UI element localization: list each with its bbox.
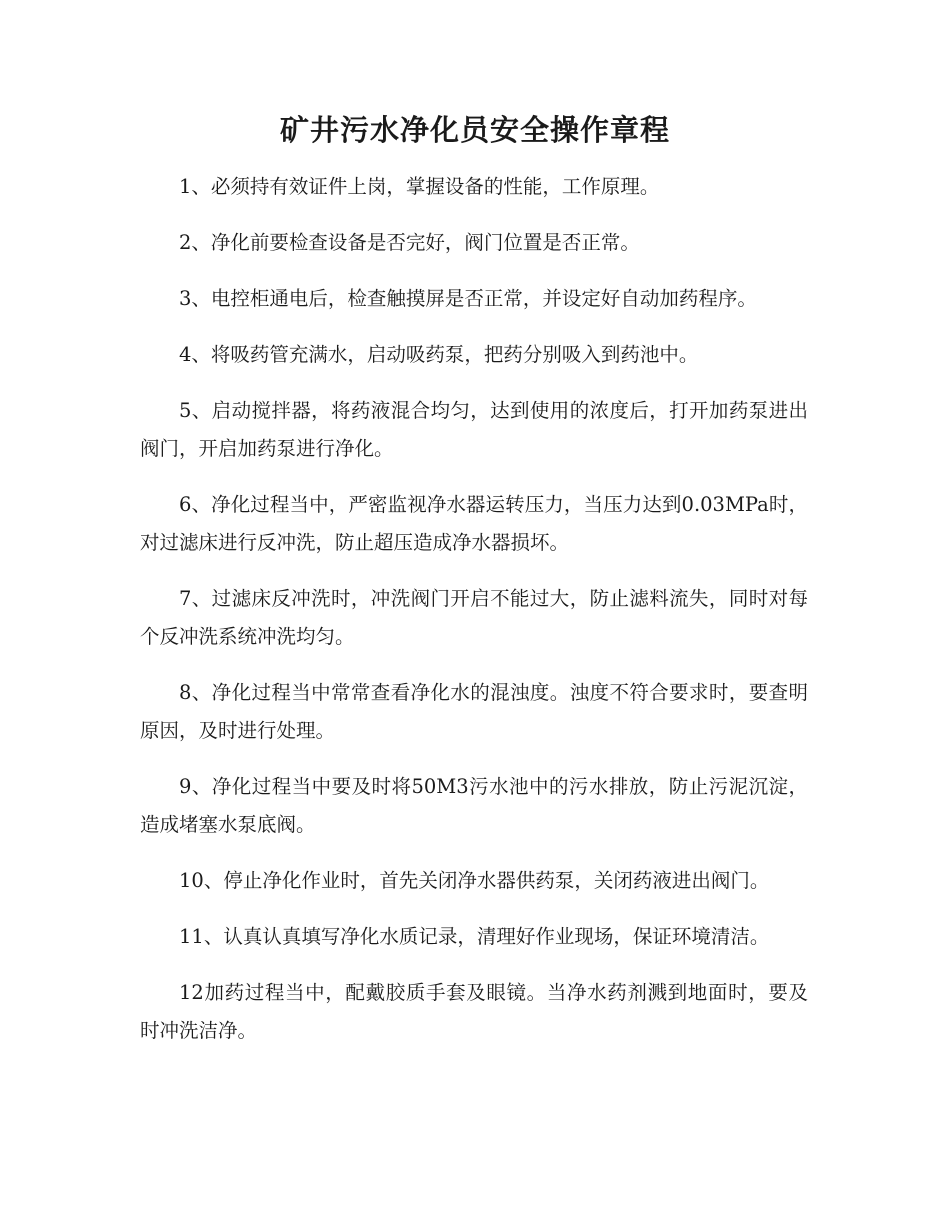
paragraph-1: 1、必须持有效证件上岗，掌握设备的性能，工作原理。	[179, 175, 660, 198]
paragraph-11: 11、认真认真填写净化水质记录，清理好作业现场，保证环境清洁。	[179, 925, 770, 948]
paragraph-5: 5、启动搅拌器，将药液混合均匀，达到使用的浓度后，打开加药泵进出阀门，开启加药泵进行净化。	[140, 399, 808, 460]
paragraph-12: 12加药过程当中，配戴胶质手套及眼镜。当净水药剂溅到地面时，要及时冲洗洁净。	[140, 981, 808, 1042]
paragraph-7: 7、过滤床反冲洗时，冲洗阀门开启不能过大，防止滤料流失，同时对每个反冲洗系统冲洗均匀。	[140, 587, 808, 648]
paragraph-6: 6、净化过程当中，严密监视净水器运转压力，当压力达到0.03MPa时，对过滤床进行反冲洗，防止超压造成净水器损坏。	[140, 493, 808, 554]
paragraph-4: 4、将吸药管充满水，启动吸药泵，把药分别吸入到药池中。	[179, 343, 699, 366]
document-body	[140, 168, 808, 1068]
paragraph-8: 8、净化过程当中常常查看净化水的混浊度。浊度不符合要求时，要查明原因，及时进行处理。	[140, 681, 808, 742]
document-title: 矿井污水净化员安全操作章程	[279, 113, 670, 147]
paragraph-9: 9、净化过程当中要及时将50M3污水池中的污水排放，防止污泥沉淀，造成堵塞水泵底阀。	[140, 775, 808, 836]
paragraph-3: 3、电控柜通电后，检查触摸屏是否正常，并设定好自动加药程序。	[179, 287, 757, 310]
paragraph-10: 10、停止净化作业时，首先关闭净水器供药泵，关闭药液进出阀门。	[179, 869, 770, 892]
paragraph-2: 2、净化前要检查设备是否完好，阀门位置是否正常。	[179, 231, 640, 254]
